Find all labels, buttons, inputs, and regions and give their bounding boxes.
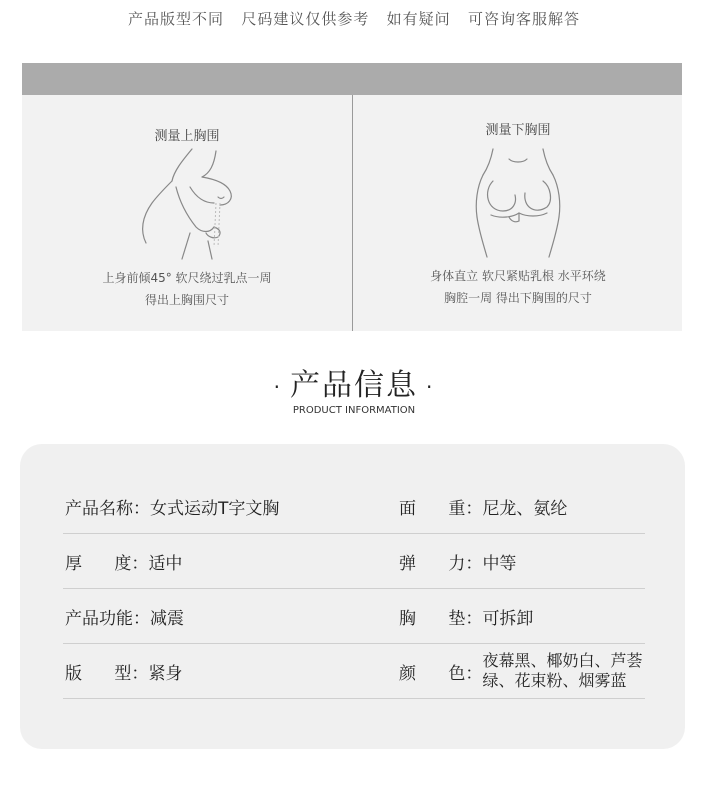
upper-bust-title: 测量上胸围	[154, 129, 220, 144]
info-row	[63, 589, 645, 644]
info-label: 产品名称：	[65, 498, 150, 519]
info-left-cell	[65, 534, 182, 588]
info-right-cell	[399, 589, 533, 643]
info-value: 紧身	[148, 663, 183, 684]
section-subtitle: PRODUCT INFORMATION	[292, 405, 416, 416]
lower-bust-figure-icon	[453, 145, 583, 260]
lower-bust-desc-line1: 身体直立 软尺紧贴乳根 水平环绕	[430, 269, 606, 283]
row-divider	[63, 698, 645, 699]
info-row	[63, 644, 645, 699]
info-left-cell	[65, 644, 182, 698]
info-label: 面 重：	[399, 498, 483, 519]
upper-bust-figure-icon	[130, 147, 240, 262]
upper-bust-description	[22, 267, 352, 311]
info-row	[63, 479, 645, 534]
info-value: 减震	[150, 608, 184, 629]
info-label: 弹 力：	[399, 553, 483, 574]
section-title	[0, 360, 708, 404]
info-value: 中等	[482, 553, 517, 574]
info-value: 适中	[148, 553, 183, 574]
info-right-cell	[399, 644, 672, 698]
info-label: 胸 垫：	[399, 608, 483, 629]
info-label: 厚 度：	[65, 553, 149, 574]
info-right-cell	[399, 479, 567, 533]
info-row	[63, 534, 645, 589]
info-label: 产品功能：	[65, 608, 150, 629]
info-value: 女式运动T字文胸	[150, 498, 280, 519]
info-value: 尼龙、氨纶	[482, 498, 568, 519]
upper-bust-panel	[22, 95, 352, 331]
product-info-card	[20, 444, 685, 749]
header-bar	[22, 63, 682, 95]
info-right-cell	[399, 534, 516, 588]
section-title-text: 产品信息	[290, 368, 418, 403]
info-left-cell	[65, 479, 279, 533]
lower-bust-desc-line2: 胸腔一周 得出下胸围的尺寸	[444, 291, 592, 305]
title-dot-right: ·	[426, 374, 435, 399]
info-value: 可拆卸	[482, 608, 534, 629]
lower-bust-description	[353, 265, 683, 309]
size-notice: 产品版型不同 尺码建议仅供参考 如有疑问 可咨询客服解答	[128, 10, 580, 28]
lower-bust-panel	[353, 95, 683, 331]
info-label: 版 型：	[65, 663, 149, 684]
lower-bust-title: 测量下胸围	[485, 123, 551, 138]
upper-bust-desc-line2: 得出上胸围尺寸	[144, 293, 229, 307]
info-label: 颜 色：	[399, 663, 483, 684]
title-dot-left: ·	[273, 374, 282, 399]
info-value-colors: 夜幕黑、椰奶白、芦荟绿、花束粉、烟雾蓝	[482, 651, 643, 690]
upper-bust-desc-line1: 上身前倾45° 软尺绕过乳点一周	[102, 271, 272, 285]
info-left-cell	[65, 589, 184, 643]
measurement-guide	[22, 63, 682, 331]
